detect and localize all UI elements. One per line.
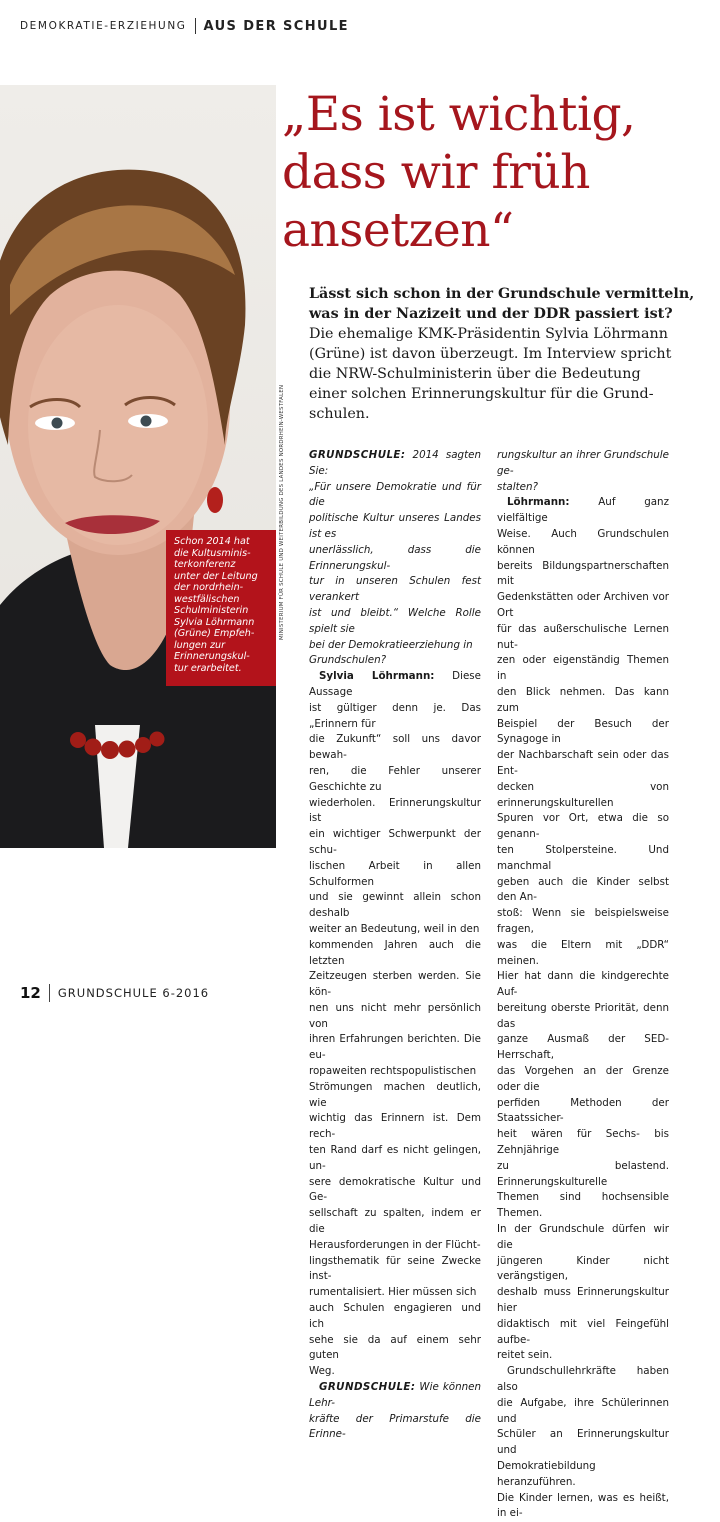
portrait-illustration [0, 85, 276, 848]
paragraph-text: Grundschullehrkräfte haben also die Aufgabe, ihre Schülerinnen und Schüler an Erinnerungskultur und Demokratiebildung heranzuführen. Die Kinder lernen, was es heißt, in ei- [497, 1365, 669, 1520]
interview-question [309, 448, 481, 669]
portrait-photo [0, 85, 276, 848]
interview-answer [497, 495, 669, 1364]
header-divider [195, 18, 196, 34]
text-column-1 [309, 448, 481, 1443]
question-text: 2014 sagten Sie: „Für unsere Demokratie und für die politische Kultur unseres Landes ist es unerlässlich, dass die Erinnerungskul- tur in unseren Schulen fest verankert ist und bleibt.“ Welche Rolle spielt sie bei der Demokratieerziehung in Grundschulen? [309, 449, 481, 667]
text-column-2 [497, 448, 669, 1522]
question-speaker: GRUNDSCHULE: [309, 449, 406, 461]
article-title: „Es ist wichtig, dass wir früh ansetzen“ [282, 87, 636, 258]
answer-speaker: Löhrmann: [507, 496, 570, 509]
paragraph [497, 1364, 669, 1522]
issue-label: GRUNDSCHULE 6-2016 [57, 986, 210, 1000]
interview-question-continued: rungskultur an ihrer Grundschule ge- stalten? [497, 449, 669, 493]
running-header [20, 18, 349, 34]
interview-question [309, 1380, 481, 1443]
lead-body: Die ehemalige KMK-Präsidentin Sylvia Löhrmann (Grüne) ist davon überzeugt. Im Interview spricht die NRW-Schulministerin über die Bedeutung einer solchen Erinnerungskultur für die Grund- schulen. [309, 326, 672, 422]
article-lead [309, 284, 701, 424]
question-speaker: GRUNDSCHULE: [319, 1381, 416, 1394]
answer-text: Diese Aussage ist gültiger denn je. Das „Erinnern für die Zukunft“ soll uns davor bewah- ren, die Fehler unserer Geschichte zu wiederholen. Erinnerungskultur ist ein wichtiger Schwerpunkt der schu- lischen Arbeit in allen Schulformen und sie gewinnt allein schon deshalb weiter an Bedeutung, weil in den kommenden Jahren auch die letzten Zeitzeugen sterben werden. Sie kön- nen uns nicht mehr persönlich von ihren Erfahrungen berichten. Die eu- ropaweiten rechtspopulistischen Strömungen machen deutlich, wie wichtig das Erinnern ist. Dem rech- ten Rand darf es nicht gelingen, un- sere demokratische Kultur und Ge- sellschaft zu spalten, indem er die Herausforderungen in der Flücht- lingsthematik für seine Zwecke inst- rumentalisiert. Hier müssen sich auch Schulen engagieren und ich sehe sie da auf einem sehr guten Weg. [309, 670, 481, 1378]
rubric-label: AUS DER SCHULE [203, 18, 349, 34]
question-text: Wie können Lehr- kräfte der Primarstufe die Erinne- [309, 1381, 481, 1441]
section-label: DEMOKRATIE-ERZIEHUNG [20, 20, 187, 32]
photo-credit: MINISTERIUM FÜR SCHULE UND WEITERBILDUNG DES LANDES NORDRHEIN-WESTFALEN [279, 384, 285, 640]
answer-speaker: Sylvia Löhrmann: [319, 670, 435, 683]
footer-divider [49, 984, 50, 1002]
answer-text: Auf ganz vielfältige Weise. Auch Grundschulen können bereits Bildungspartnerschaften mit Gedenkstätten oder Archiven vor Ort für das außerschulische Lernen nut- zen oder eigenständig Themen in den Blick nehmen. Das kann zum Beispiel der Besuch der Synagoge in der Nachbarschaft sein oder das Ent- decken von erinnerungskulturellen Spuren vor Ort, etwa die so genann- ten Stolpersteine. Und manchmal geben auch die Kinder selbst den An- stoß: Wenn sie beispielsweise fragen, was die Eltern mit „DDR“ meinen. Hier hat dann die kindgerechte Auf- bereitung oberste Priorität, denn das ganze Ausmaß der SED-Herrschaft, das Vorgehen an der Grenze oder die perfiden Methoden der Staatssicher- heit wären für Sechs- bis Zehnjährige zu belastend. Erinnerungskulturelle Themen sind hochsensible Themen. In der Grundschule dürfen wir die jüngeren Kinder nicht verängstigen, deshalb muss Erinnerungskultur hier didaktisch mit viel Feingefühl aufbe- reitet sein. [497, 496, 669, 1362]
photo-caption: Schon 2014 hat die Kultusminis- terkonferenz unter der Leitung der nordrhein- westfälischen Schulministerin Sylvia Löhrmann (Grüne) Empfeh- lungen zur Erinnerungskul- tur erarbeitet. [166, 530, 276, 686]
lead-question: Lässt sich schon in der Grundschule vermitteln, was in der Nazizeit und der DDR passiert ist? [309, 286, 695, 322]
page-number: 12 [20, 984, 41, 1002]
page-footer [20, 984, 209, 1002]
interview-answer [309, 669, 481, 1380]
